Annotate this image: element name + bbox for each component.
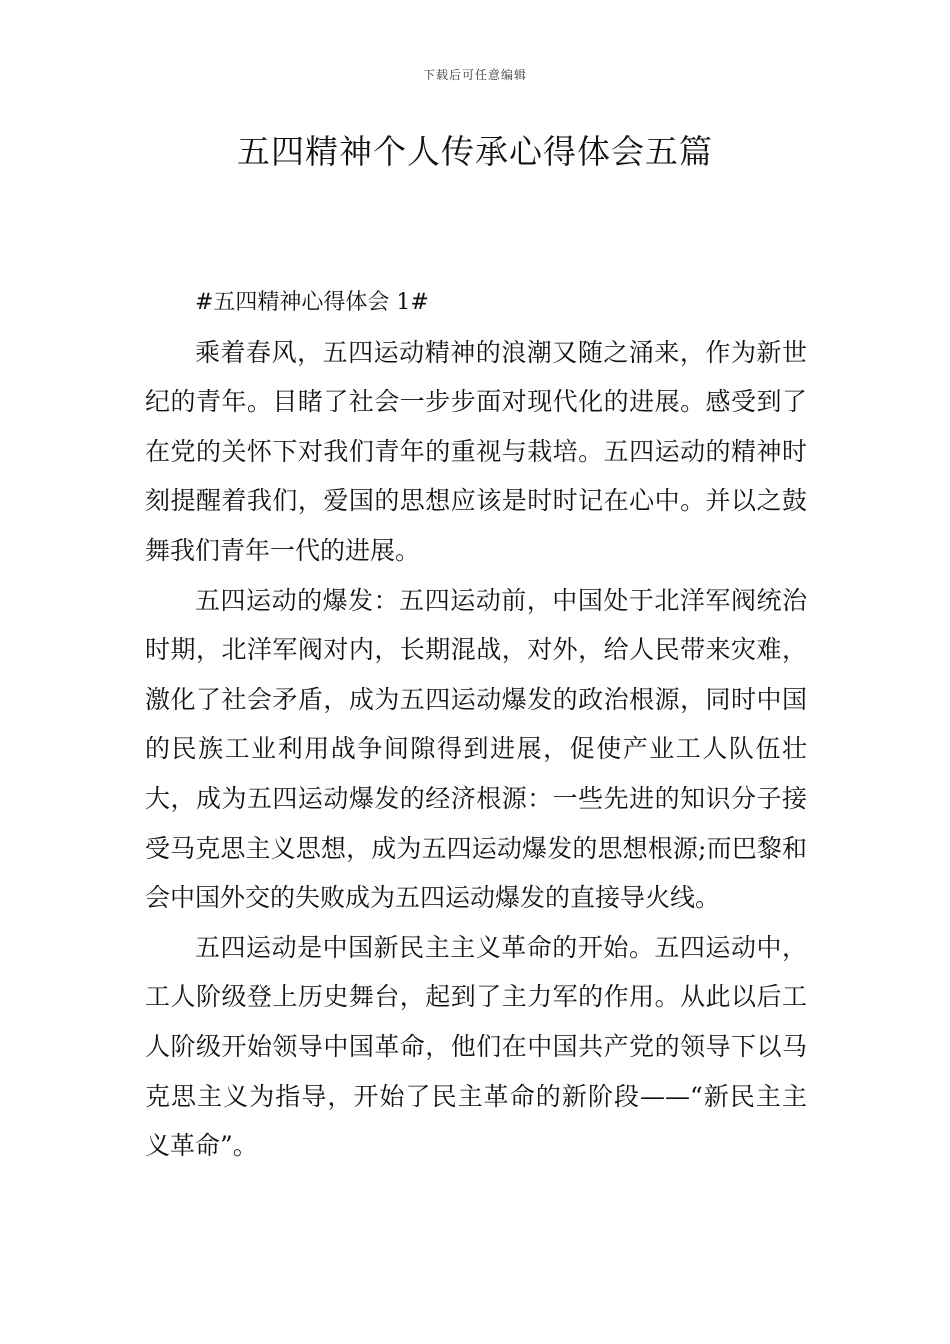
- document-title: 五四精神个人传承心得体会五篇: [237, 132, 713, 171]
- header-note: 下载后可任意编辑: [422, 68, 527, 82]
- document-body: [145, 278, 807, 1171]
- section-heading: #五四精神心得体会 1#: [195, 290, 429, 315]
- paragraph-3: 五四运动是中国新民主主义革命的开始。五四运动中，工人阶级登上历史舞台，起到了主力军的作用。从此以后工人阶级开始领导中国革命，他们在中国共产党的领导下以马克思主义为指导，开始了民主革命的新阶段——“新民主主义革命”。: [145, 932, 807, 1161]
- paragraph-1: 乘着春风，五四运动精神的浪潮又随之涌来，作为新世纪的青年。目睹了社会一步步面对现代化的进展。感受到了在党的关怀下对我们青年的重视与栽培。五四运动的精神时刻提醒着我们，爱国的思想应该是时时记在心中。并以之鼓舞我们青年一代的进展。: [145, 337, 807, 565]
- paragraph-2: 五四运动的爆发：五四运动前，中国处于北洋军阀统治时期，北洋军阀对内，长期混战，对外，给人民带来灾难，激化了社会矛盾，成为五四运动爆发的政治根源，同时中国的民族工业利用战争间隙得到进展，促使产业工人队伍壮大，成为五四运动爆发的经济根源：一些先进的知识分子接受马克思主义思想，成为五四运动爆发的思想根源;而巴黎和会中国外交的失败成为五四运动爆发的直接导火线。: [145, 585, 807, 913]
